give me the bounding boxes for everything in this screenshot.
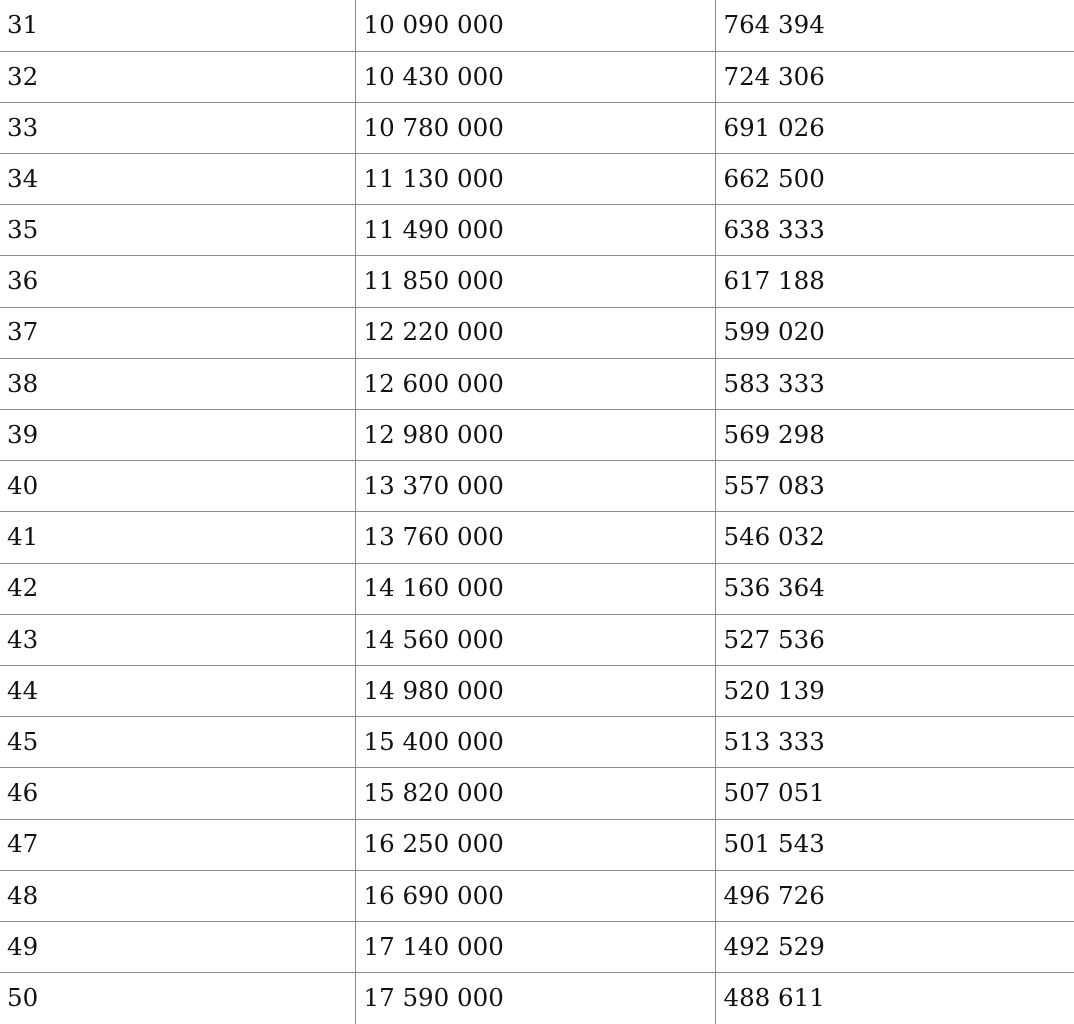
value-cell: 11 490 000 <box>355 205 715 256</box>
row-number-cell: 48 <box>0 870 355 921</box>
row-number-cell: 35 <box>0 205 355 256</box>
table-row <box>0 665 1074 716</box>
value-cell: 15 400 000 <box>355 717 715 768</box>
ratio-cell: 507 051 <box>715 768 1074 819</box>
row-number-cell: 50 <box>7 983 39 1013</box>
ratio-cell: 496 726 <box>715 870 1074 921</box>
ratio-cell: 527 536 <box>715 614 1074 665</box>
ratio-cell: 488 611 <box>715 973 1074 1024</box>
ratio-cell: 501 543 <box>715 819 1074 870</box>
ratio-cell: 513 333 <box>715 717 1074 768</box>
value-cell: 12 220 000 <box>355 307 715 358</box>
table-row <box>0 512 1074 563</box>
table-row <box>0 614 1074 665</box>
row-number-cell: 46 <box>0 768 355 819</box>
table-row <box>0 205 1074 256</box>
row-number-cell: 41 <box>0 512 355 563</box>
ratio-cell: 536 364 <box>715 563 1074 614</box>
ratio-cell: 583 333 <box>715 358 1074 409</box>
ratio-cell: 520 139 <box>715 665 1074 716</box>
table-row <box>0 256 1074 307</box>
ratio-cell: 617 188 <box>715 256 1074 307</box>
table-row <box>0 768 1074 819</box>
row-number-cell: 43 <box>0 614 355 665</box>
table-row <box>0 563 1074 614</box>
value-cell: 14 980 000 <box>355 665 715 716</box>
ratio-cell: 569 298 <box>715 410 1074 461</box>
row-number-cell: 44 <box>0 665 355 716</box>
row-number-cell: 40 <box>0 461 355 512</box>
table-row <box>0 819 1074 870</box>
row-number-cell: 38 <box>0 358 355 409</box>
value-cell: 12 980 000 <box>355 410 715 461</box>
table-row <box>0 870 1074 921</box>
table-row <box>0 410 1074 461</box>
value-cell: 15 820 000 <box>355 768 715 819</box>
value-cell: 14 160 000 <box>355 563 715 614</box>
value-cell: 12 600 000 <box>355 358 715 409</box>
value-cell: 16 250 000 <box>355 819 715 870</box>
value-cell: 10 090 000 <box>355 0 715 51</box>
row-number-cell: 37 <box>0 307 355 358</box>
ratio-cell: 546 032 <box>715 512 1074 563</box>
ratio-cell: 691 026 <box>715 102 1074 153</box>
value-cell: 17 140 000 <box>355 921 715 972</box>
table-row <box>0 358 1074 409</box>
table-row <box>0 717 1074 768</box>
row-number-cell: 36 <box>0 256 355 307</box>
row-number-cell: 31 <box>0 0 355 51</box>
table-row <box>0 461 1074 512</box>
value-cell: 11 850 000 <box>355 256 715 307</box>
ratio-cell: 764 394 <box>715 0 1074 51</box>
row-number-cell: 47 <box>0 819 355 870</box>
table-row <box>0 0 1074 51</box>
row-number-cell: 39 <box>0 410 355 461</box>
value-cell: 17 590 000 <box>355 973 715 1024</box>
ratio-cell: 599 020 <box>715 307 1074 358</box>
value-cell: 16 690 000 <box>355 870 715 921</box>
ratio-cell: 557 083 <box>715 461 1074 512</box>
value-cell: 13 370 000 <box>355 461 715 512</box>
value-cell: 13 760 000 <box>355 512 715 563</box>
value-cell: 10 780 000 <box>355 102 715 153</box>
table-row <box>0 51 1074 102</box>
table-row <box>0 307 1074 358</box>
row-number-cell: 42 <box>0 563 355 614</box>
value-cell: 10 430 000 <box>355 51 715 102</box>
ratio-cell: 492 529 <box>715 921 1074 972</box>
row-number-cell: 34 <box>0 154 355 205</box>
row-number-cell: 32 <box>0 51 355 102</box>
table-row <box>0 102 1074 153</box>
ratio-cell: 662 500 <box>715 154 1074 205</box>
row-number-cell: 49 <box>0 921 355 972</box>
table-row <box>0 921 1074 972</box>
table-row <box>0 154 1074 205</box>
value-cell: 14 560 000 <box>355 614 715 665</box>
value-cell: 11 130 000 <box>355 154 715 205</box>
ratio-cell: 724 306 <box>715 51 1074 102</box>
table-row <box>0 973 1074 1024</box>
row-number-cell: 33 <box>0 102 355 153</box>
ratio-cell: 638 333 <box>715 205 1074 256</box>
row-number-cell: 45 <box>0 717 355 768</box>
